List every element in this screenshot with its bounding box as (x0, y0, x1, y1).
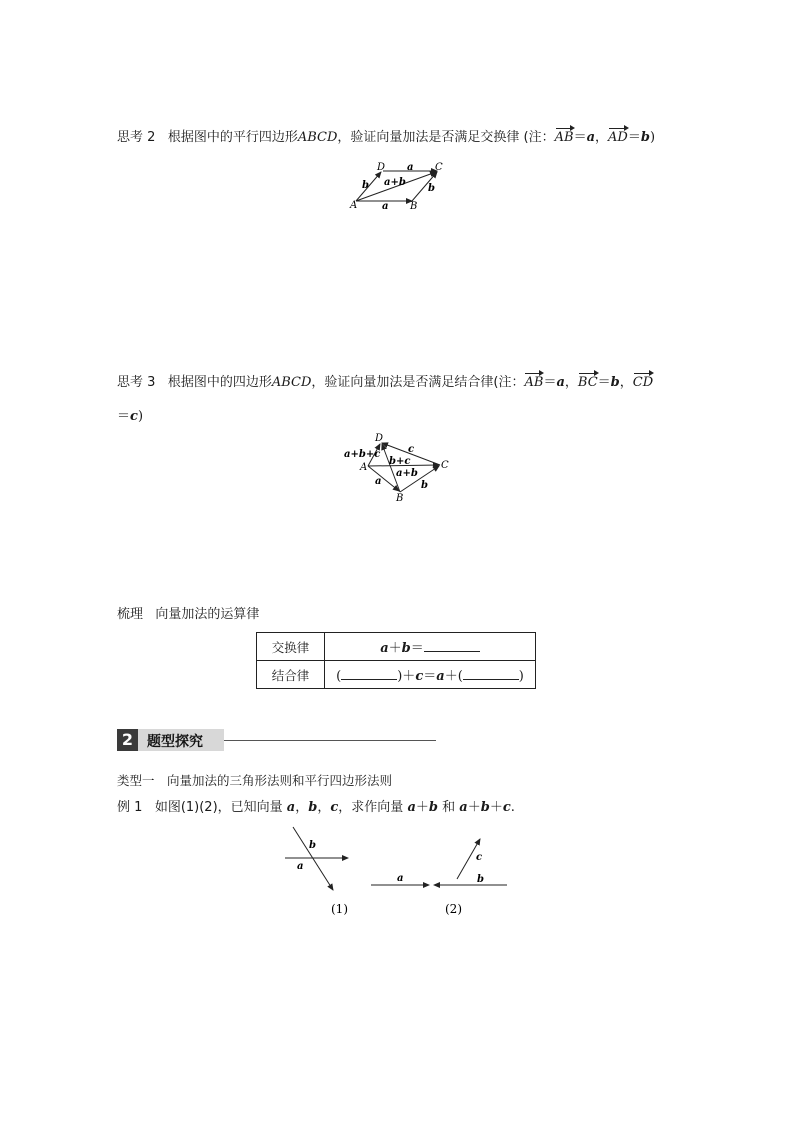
summary-heading (117, 607, 259, 623)
formula-plus: ＋ (388, 641, 402, 656)
q-lab-a-plus-b-plus-c: a+b+c (344, 449, 381, 460)
fig2-lab-b: b (477, 874, 484, 885)
q-lab-a-plus-b: a+b (396, 468, 418, 479)
paren-close: ) (397, 669, 403, 684)
example1-s2a: a (459, 800, 468, 815)
fig2-caption: (2) (445, 902, 462, 916)
think3-note-open: (注： (493, 375, 525, 390)
think2-text: 根据图中的平行四边形 (167, 130, 298, 145)
example-figure-2 (366, 836, 514, 916)
vector-b: b (640, 130, 650, 145)
q-pt-d: D (375, 433, 384, 444)
q-pt-b: B (396, 493, 404, 504)
example-figure-1 (280, 822, 360, 916)
pt-c: C (435, 162, 443, 173)
think2-label: 思考 2 (117, 130, 156, 145)
section-title: 题型探究 (147, 734, 203, 750)
pt-b: B (410, 201, 418, 212)
vector-cd-3: CD (632, 375, 654, 390)
think2-shape: ABCD (297, 130, 338, 145)
think2-text2: ，验证向量加法是否满足交换律 (337, 130, 520, 145)
example1-question (117, 800, 515, 816)
law-associative-formula (325, 661, 536, 689)
q-pt-a: A (360, 462, 368, 473)
pt-d: D (377, 162, 386, 173)
example1-s1a: a (407, 800, 416, 815)
paren-close2: ) (518, 669, 524, 684)
example1-s2b: b (480, 800, 490, 815)
think3-sep2: ， (619, 375, 633, 390)
think3-question-cont (117, 409, 143, 425)
think3-text: 根据图中的四边形 (167, 375, 272, 390)
example1-s2c: c (502, 800, 511, 815)
fig1-lab-b: b (309, 840, 316, 851)
paren-open2: ( (457, 669, 463, 684)
formula-plus: ＋ (402, 669, 416, 684)
vector-ad: AD (608, 130, 628, 145)
q-lab-b: b (421, 480, 428, 491)
lab-b-right: b (428, 183, 435, 194)
formula-c: c (415, 669, 424, 684)
type1-title: 类型一 向量加法的三角形法则和平行四边形法则 (117, 773, 393, 788)
example1-sep1: ， (295, 800, 309, 815)
table-row (257, 661, 536, 689)
think2-eq1: ＝ (573, 130, 587, 145)
think3-label: 思考 3 (117, 375, 156, 390)
think3-text2: ，验证向量加法是否满足结合律 (311, 375, 494, 390)
formula-plus2: ＋ (444, 669, 458, 684)
parallelogram-figure (340, 158, 450, 214)
q-vec-ab (368, 466, 399, 491)
fig1-caption: (1) (331, 902, 348, 916)
fig1-lab-a: a (297, 861, 304, 872)
think2-note-close: ) (649, 130, 656, 145)
example1-label: 例 1 (117, 800, 143, 815)
example1-b: b (308, 800, 318, 815)
example1-sep2: ， (317, 800, 331, 815)
think3-shape: ABCD (271, 375, 312, 390)
section-rule (224, 740, 436, 741)
example1-text2: ，求作向量 (338, 800, 404, 815)
example1-a: a (286, 800, 296, 815)
section-number: 2 (117, 729, 138, 751)
lab-b-left: b (362, 180, 369, 191)
formula-eq: ＝ (410, 641, 424, 656)
formula-eq: ＝ (423, 669, 437, 684)
example1-s1b: b (428, 800, 438, 815)
think3-note-close: ) (137, 409, 144, 424)
pt-a: A (350, 200, 358, 211)
law-commutative-formula (325, 633, 536, 661)
quadrilateral-figure (340, 430, 456, 504)
fig2-lab-a: a (397, 873, 404, 884)
q-lab-c: c (408, 444, 415, 455)
think3-eq1: ＝ (543, 375, 557, 390)
paren-open: ( (336, 669, 342, 684)
think3-sep1: ， (564, 375, 578, 390)
lab-a-top: a (407, 162, 414, 173)
answer-blank[interactable] (424, 639, 480, 652)
vector-ab-3: AB (524, 375, 544, 390)
think2-note-open: (注： (523, 130, 555, 145)
vector-a-3: a (556, 375, 565, 390)
think3-eq2: ＝ (597, 375, 611, 390)
fig2-lab-c: c (476, 852, 483, 863)
vector-b-3: b (610, 375, 620, 390)
table-row (257, 633, 536, 661)
answer-blank[interactable] (341, 667, 397, 680)
example1-and: 和 (442, 800, 456, 815)
example1-text: 如图(1)(2)，已知向量 (154, 800, 283, 815)
vector-c-3: c (130, 409, 138, 424)
q-pt-c: C (441, 460, 449, 471)
think3-question (117, 375, 653, 391)
think2-eq2: ＝ (627, 130, 641, 145)
example1-end: . (510, 800, 515, 815)
vector-a: a (586, 130, 596, 145)
law-associative-label: 结合律 (257, 661, 325, 689)
formula-a: a (436, 669, 445, 684)
formula-b: b (401, 641, 411, 656)
lab-a-plus-b: a+b (384, 177, 406, 188)
q-lab-a: a (375, 476, 382, 487)
law-commutative-label: 交换律 (257, 633, 325, 661)
think3-eq3: ＝ (117, 409, 131, 424)
q-lab-b-plus-c: b+c (389, 456, 411, 467)
example1-s2p2: ＋ (489, 800, 503, 815)
example1-c: c (330, 800, 339, 815)
example1-s1p: ＋ (415, 800, 429, 815)
lab-a-bottom: a (382, 201, 389, 212)
think2-question (117, 130, 655, 146)
operation-law-table (256, 632, 536, 689)
example1-s2p: ＋ (467, 800, 481, 815)
summary-title: 向量加法的运算律 (155, 607, 260, 622)
summary-label: 梳理 (117, 607, 144, 622)
think2-sep: ， (595, 130, 609, 145)
vector-ab: AB (554, 130, 574, 145)
vector-bc-3: BC (577, 375, 598, 390)
section-header (117, 729, 437, 751)
answer-blank[interactable] (463, 667, 519, 680)
formula-a: a (380, 641, 389, 656)
